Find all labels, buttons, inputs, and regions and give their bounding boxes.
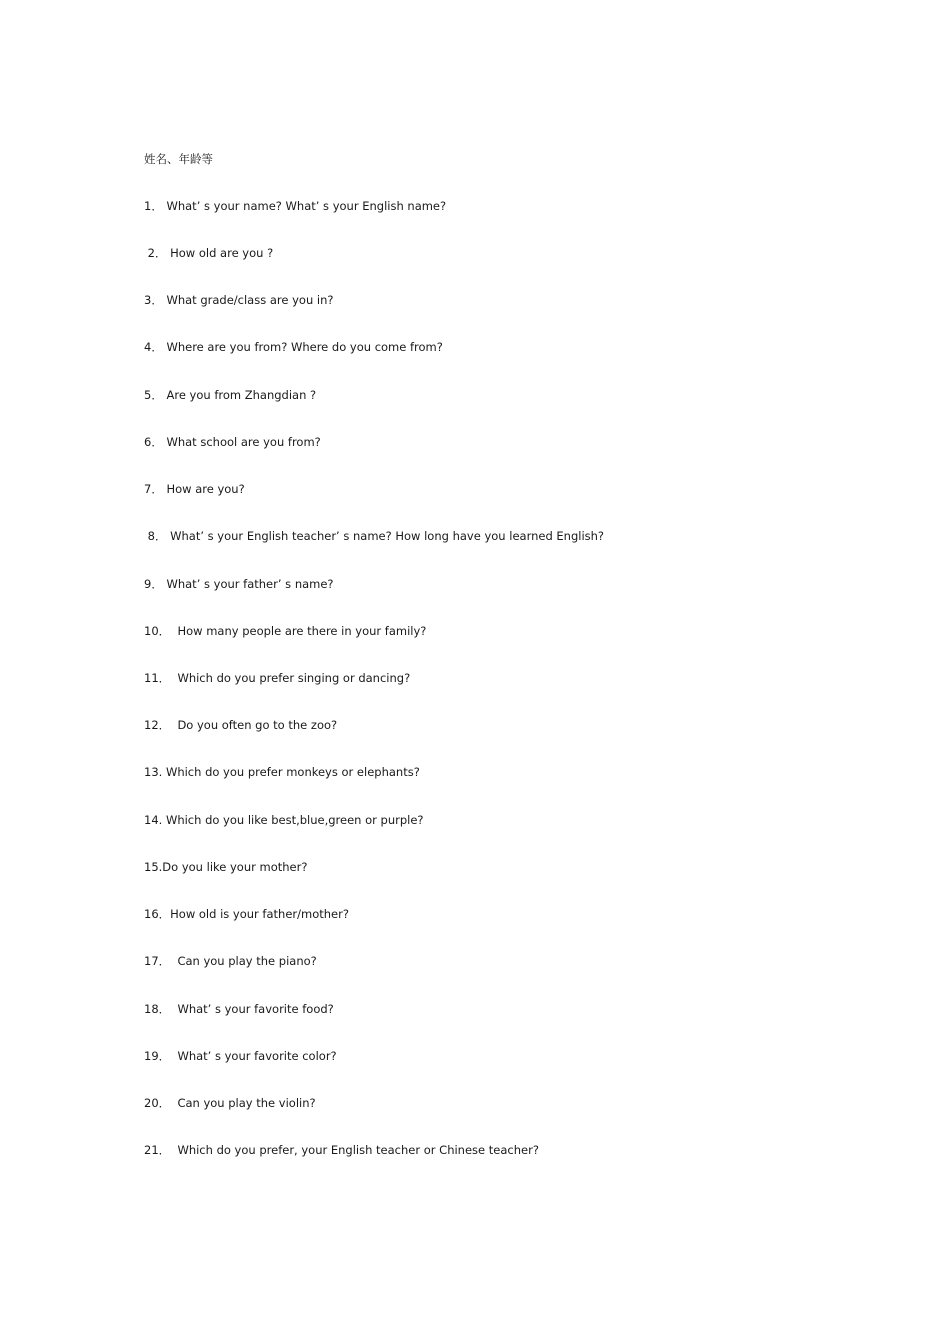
question-7: 7． How are you? — [144, 482, 245, 496]
question-18: 18． What’ s your favorite food? — [144, 1002, 334, 1016]
question-5: 5． Are you from Zhangdian ? — [144, 388, 317, 402]
question-1: 1． What’ s your name? What’ s your English name? — [144, 199, 447, 213]
question-2: 2． How old are you ? — [144, 246, 274, 260]
question-10: 10． How many people are there in your family? — [144, 624, 427, 638]
question-8: 8． What’ s your English teacher’ s name? How long have you learned English? — [144, 529, 605, 543]
question-9: 9． What’ s your father’ s name? — [144, 577, 334, 591]
question-13: 13. Which do you prefer monkeys or elephants? — [144, 765, 420, 779]
question-15: 15.Do you like your mother? — [144, 860, 308, 874]
question-14: 14. Which do you like best,blue,green or purple? — [144, 813, 424, 827]
question-16: 16．How old is your father/mother? — [144, 907, 349, 921]
question-12: 12． Do you often go to the zoo? — [144, 718, 338, 732]
question-20: 20． Can you play the violin? — [144, 1096, 316, 1110]
question-4: 4． Where are you from? Where do you come from? — [144, 340, 443, 354]
question-21: 21． Which do you prefer, your English teacher or Chinese teacher? — [144, 1143, 539, 1157]
question-17: 17． Can you play the piano? — [144, 954, 317, 968]
question-19: 19． What’ s your favorite color? — [144, 1049, 337, 1063]
section-heading: 姓名、年龄等 — [144, 152, 213, 166]
question-11: 11． Which do you prefer singing or dancing? — [144, 671, 411, 685]
question-3: 3． What grade/class are you in? — [144, 293, 334, 307]
question-6: 6． What school are you from? — [144, 435, 321, 449]
